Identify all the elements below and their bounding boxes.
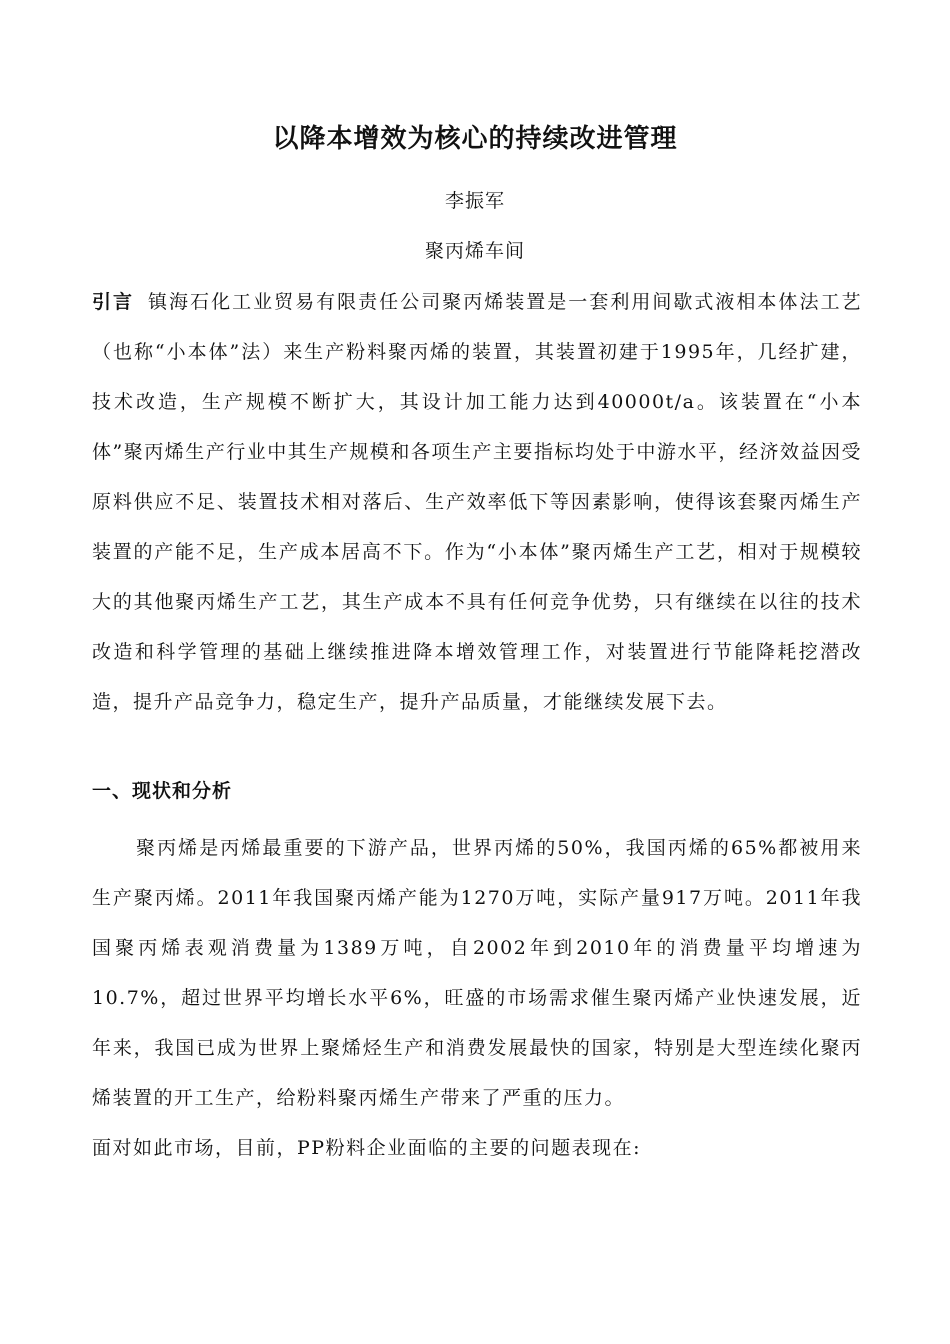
section-paragraph-1: 聚丙烯是丙烯最重要的下游产品，世界丙烯的50%，我国丙烯的65%都被用来生产聚丙烯。2011年我国聚丙烯产能为1270万吨，实际产量917万吨。2011年我国聚丙烯表观消费量为1389万吨，自2002年到2010年的消费量平均增速为10.7%，超过世界平均增长水平6%，旺盛的市场需求催生聚丙烯产业快速发展，近年来，我国已成为世界上聚烯烃生产和消费发展最快的国家，特别是大型连续化聚丙烯装置的开工生产，给粉料聚丙烯生产带来了严重的压力。 [92, 837, 862, 1109]
section-heading: 一、现状和分析 [92, 780, 233, 802]
intro-paragraph [92, 277, 862, 727]
document-title: 以降本增效为核心的持续改进管理 [272, 124, 678, 154]
department-name: 聚丙烯车间 [424, 240, 525, 262]
author-name: 李振军 [444, 190, 505, 212]
intro-lead: 引言 [92, 291, 135, 313]
section-paragraph-2: 面对如此市场，目前，PP粉料企业面临的主要的问题表现在: [92, 1137, 641, 1159]
intro-text: 镇海石化工业贸易有限责任公司聚丙烯装置是一套利用间歇式液相本体法工艺（也称“小本体”法）来生产粉料聚丙烯的装置，其装置初建于1995年，几经扩建，技术改造，生产规模不断扩大，其设计加工能力达到40000t/a。该装置在“小本体”聚丙烯生产行业中其生产规模和各项生产主要指标均处于中游水平，经济效益因受原料供应不足、装置技术相对落后、生产效率低下等因素影响，使得该套聚丙烯生产装置的产能不足，生产成本居高不下。作为“小本体”聚丙烯生产工艺，相对于规模较大的其他聚丙烯生产工艺，其生产成本不具有任何竞争优势，只有继续在以往的技术改造和科学管理的基础上继续推进降本增效管理工作，对装置进行节能降耗挖潜改造，提升产品竞争力，稳定生产，提升产品质量，才能继续发展下去。 [92, 291, 862, 713]
